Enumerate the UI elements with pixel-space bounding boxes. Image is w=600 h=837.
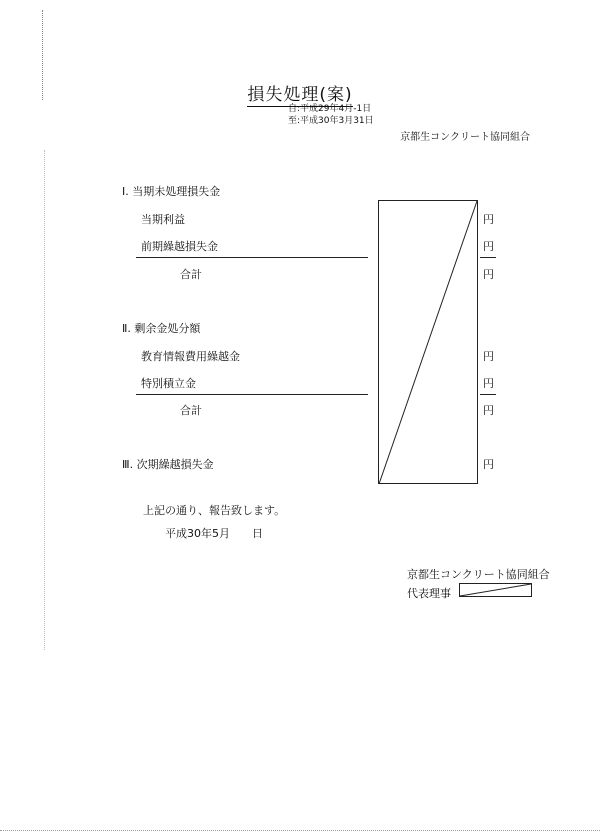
closing-date: 平成30年5月 日 <box>165 527 263 540</box>
section1-heading: Ⅰ. 当期未処理損失金 <box>122 185 221 198</box>
section1-item-current-profit: 当期利益 <box>141 213 185 226</box>
section3-heading: Ⅲ. 次期繰越損失金 <box>122 458 214 471</box>
yen-total-rule <box>480 394 496 395</box>
period-from: 自:平成29年4月-1日 <box>288 104 372 114</box>
scan-bottom-edge <box>0 830 600 831</box>
section2-item-special-reserve: 特別積立金 <box>141 377 196 390</box>
yen-mark: 円 <box>483 377 494 390</box>
signature-organization: 京都生コンクリート協同組合 <box>407 568 550 581</box>
document-title <box>0 80 600 105</box>
yen-mark: 円 <box>483 240 494 253</box>
yen-mark: 円 <box>483 268 494 281</box>
section1-total-rule <box>136 257 368 258</box>
scan-edge-mark <box>44 150 46 650</box>
period-to: 至:平成30年3月31日 <box>288 116 374 126</box>
yen-mark: 円 <box>483 404 494 417</box>
section2-item-education-fund: 教育情報費用繰越金 <box>141 350 240 363</box>
yen-mark: 円 <box>483 458 494 471</box>
strike-through-line <box>378 200 480 486</box>
section1-total-label: 合計 <box>180 268 202 281</box>
section1-item-carried-loss: 前期繰越損失金 <box>141 240 218 253</box>
yen-mark: 円 <box>483 350 494 363</box>
section2-total-rule <box>136 394 368 395</box>
yen-mark: 円 <box>483 213 494 226</box>
document-title-text: 損失処理(案) <box>247 85 353 105</box>
signature-role: 代表理事 <box>407 587 451 600</box>
organization-header: 京都生コンクリート協同組合 <box>400 132 530 143</box>
signature-strike-line <box>459 583 533 598</box>
section2-total-label: 合計 <box>180 404 202 417</box>
yen-total-rule <box>480 257 496 258</box>
section2-heading: Ⅱ. 剰余金処分額 <box>122 322 201 335</box>
closing-statement: 上記の通り、報告致します。 <box>143 504 286 517</box>
